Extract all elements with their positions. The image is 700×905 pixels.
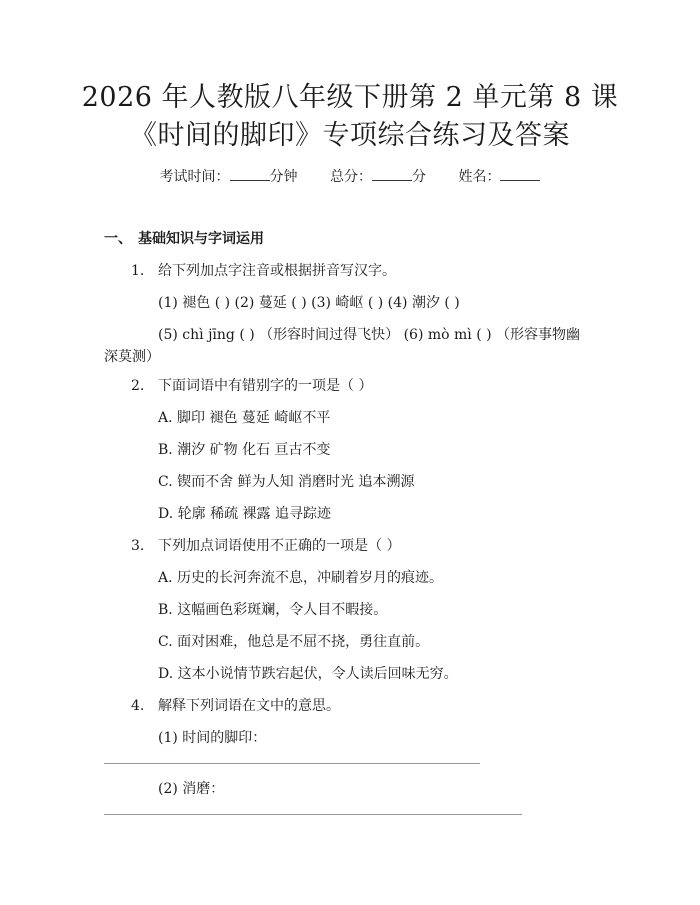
section-number: 一、 (104, 231, 132, 247)
question-1-line-1: (1) 褪色 ( ) (2) 蔓延 ( ) (3) 崎岖 ( ) (4) 潮汐 ( ) (158, 295, 460, 311)
question-4-part-1: (1) 时间的脚印： (158, 730, 267, 746)
exam-info-row (0, 166, 700, 188)
score-blank[interactable] (372, 166, 412, 181)
question-4-number: 4. (131, 698, 145, 714)
question-4-stem: 解释下列词语在文中的意思。 (158, 698, 340, 714)
question-1-stem: 给下列加点字注音或根据拼音写汉字。 (158, 263, 396, 279)
question-2-option-b: B. 潮汐 矿物 化石 亘古不变 (158, 442, 331, 458)
question-2-option-c: C. 锲而不舍 鲜为人知 消磨时光 追本溯源 (158, 474, 415, 490)
score-field (330, 169, 430, 185)
question-3-option-d: D. 这本小说情节跌宕起伏，令人读后回味无穷。 (158, 666, 458, 682)
section-title: 基础知识与字词运用 (138, 231, 264, 247)
question-3-option-c: C. 面对困难，他总是不屈不挠，勇往直前。 (158, 634, 430, 650)
exam-time-field (160, 169, 302, 185)
question-1-line-3: 深莫测） (104, 349, 160, 365)
score-label: 总分： (330, 169, 372, 185)
document-title-line1: 2026 年人教版八年级下册第 2 单元第 8 课 (81, 82, 619, 113)
answer-line-2[interactable] (104, 814, 522, 815)
question-2-option-d: D. 轮廓 稀疏 裸露 追寻踪迹 (158, 506, 331, 522)
question-1-line-2: (5) chì jīng ( ) （形容时间过得飞快） (6) mò mì ( ) （形容事物幽 (158, 327, 581, 343)
name-label: 姓名： (458, 169, 501, 185)
question-3-number: 3. (131, 538, 145, 554)
name-field (458, 169, 540, 185)
question-4-part-2: (2) 消磨： (158, 781, 225, 797)
question-1-number: 1. (131, 263, 145, 279)
question-2-number: 2. (131, 378, 145, 394)
question-3-option-a: A. 历史的长河奔流不息，冲刷着岁月的痕迹。 (158, 570, 444, 586)
exam-time-unit: 分钟 (269, 169, 298, 185)
exam-time-label: 考试时间： (159, 169, 230, 185)
score-unit: 分 (412, 169, 426, 185)
question-3-stem: 下列加点词语使用不正确的一项是（ ） (158, 538, 401, 554)
question-2-stem: 下面词语中有错别字的一项是（ ） (158, 378, 373, 394)
question-2-option-a: A. 脚印 褪色 蔓延 崎岖不平 (158, 410, 331, 426)
document-title-line2: 《时间的脚印》专项综合练习及答案 (130, 120, 570, 151)
name-blank[interactable] (500, 166, 540, 181)
question-3-option-b: B. 这幅画色彩斑斓，令人目不暇接。 (158, 602, 388, 618)
exam-time-blank[interactable] (230, 166, 270, 181)
answer-line-1[interactable] (104, 763, 480, 764)
section-heading (104, 228, 264, 250)
